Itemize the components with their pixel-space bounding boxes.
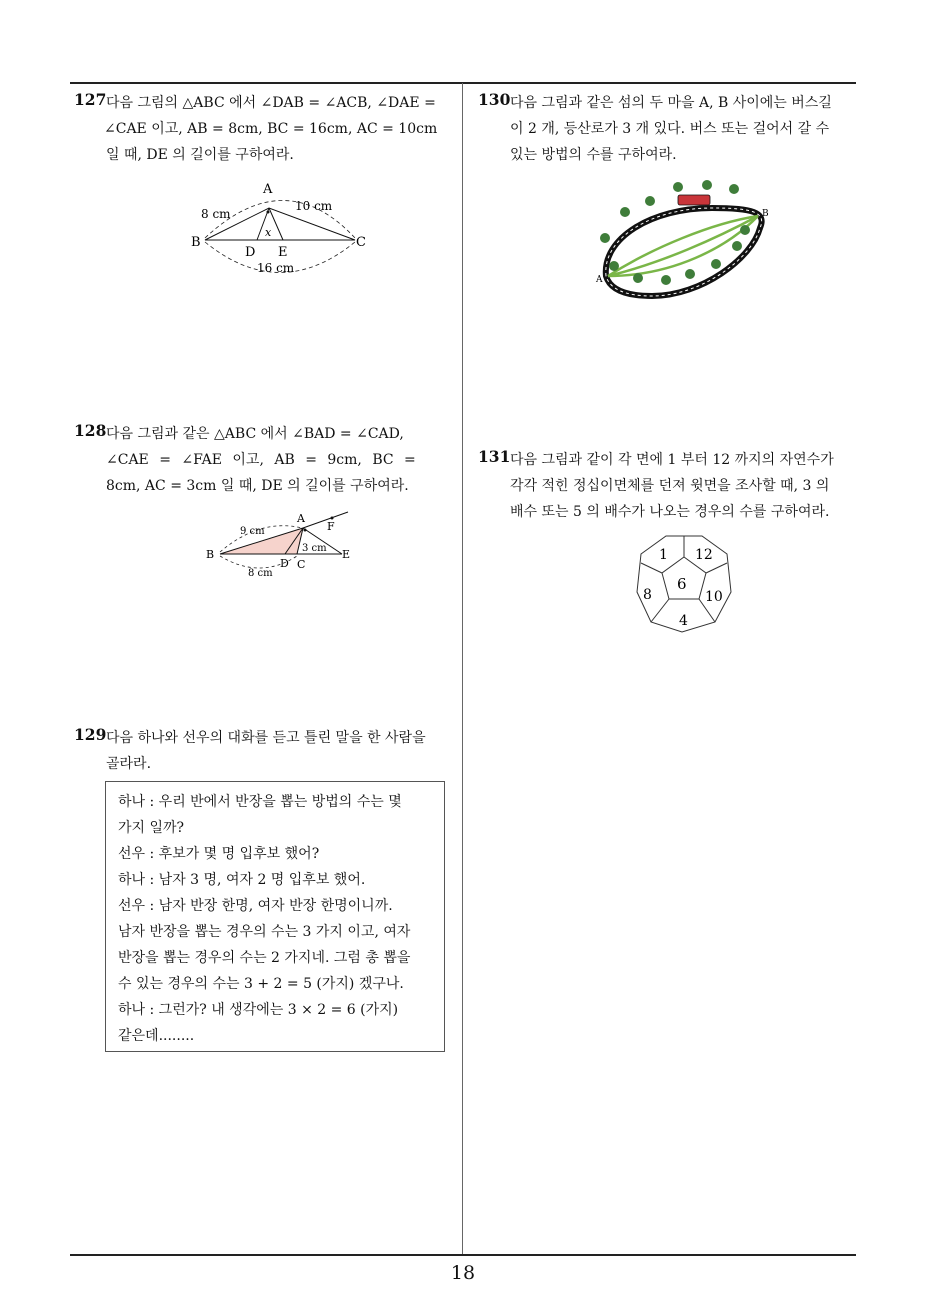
column-divider [462, 83, 463, 1255]
dialogue-line: 반장을 뽑는 경우의 수는 2 가지네. 그럼 총 뽑을 [118, 950, 411, 966]
label-E: E [342, 548, 351, 561]
page-number: 18 [450, 1262, 476, 1284]
label-A: A [263, 182, 273, 197]
label-x: x [265, 226, 272, 239]
problem-number: 131 [478, 447, 511, 466]
label-F: F [327, 520, 335, 533]
bottom-rule [70, 1254, 856, 1256]
problem-text-line: ∠CAE = ∠FAE 이고, AB = 9cm, BC = [106, 452, 416, 468]
face-top-left: 1 [659, 547, 668, 563]
problem-text-line: 있는 방법의 수를 구하여라. [510, 147, 677, 163]
label-D: D [245, 245, 256, 260]
problem-text-line: 다음 그림의 △ABC 에서 ∠DAB = ∠ACB, ∠DAE = [106, 95, 436, 111]
dialogue-line: 하나 : 남자 3 명, 여자 2 명 입후보 했어. [118, 872, 366, 888]
figure-130-island-map [592, 178, 778, 302]
problem-number: 129 [74, 725, 107, 744]
label-bc: 8 cm [248, 568, 273, 579]
label-C: C [356, 235, 366, 250]
label-D: D [280, 557, 289, 570]
label-ab: 9 cm [240, 526, 265, 537]
problem-text-line: 다음 하나와 선우의 대화를 듣고 틀린 말을 한 사람을 [106, 730, 426, 746]
problem-number: 128 [74, 421, 107, 440]
problem-text-line: 8cm, AC = 3cm 일 때, DE 의 길이를 구하여라. [106, 478, 409, 494]
dialogue-box [105, 781, 445, 1052]
label-ac: 3 cm [302, 543, 327, 554]
figure-127-triangle [185, 178, 385, 280]
label-B: B [762, 209, 769, 219]
label-ac: 10 cm [295, 199, 333, 213]
problem-number: 130 [478, 90, 511, 109]
figure-128-triangle [200, 508, 370, 580]
problem-text-line: 다음 그림과 같이 각 면에 1 부터 12 까지의 자연수가 [510, 452, 834, 468]
face-right: 10 [705, 589, 723, 605]
problem-text-line: 이 2 개, 등산로가 3 개 있다. 버스 또는 걸어서 갈 수 [510, 121, 830, 137]
dialogue-line: 가지 일까? [118, 820, 185, 836]
label-B: B [191, 235, 201, 250]
face-bottom: 4 [679, 613, 688, 629]
problem-text-line: 각각 적힌 정십이면체를 던져 윗면을 조사할 때, 3 의 [510, 478, 830, 494]
dialogue-line: 하나 : 그런가? 내 생각에는 3 × 2 = 6 (가지) [118, 1002, 399, 1018]
dialogue-line: 선우 : 후보가 몇 명 입후보 했어? [118, 846, 320, 862]
figure-131-dodecahedron [633, 533, 735, 635]
problem-text-line: ∠CAE 이고, AB = 8cm, BC = 16cm, AC = 10cm [104, 121, 438, 137]
face-center: 6 [677, 575, 687, 593]
problem-text-line: 일 때, DE 의 길이를 구하여라. [106, 147, 294, 163]
face-top-right: 12 [695, 547, 713, 563]
dialogue-line: 같은데........ [118, 1028, 195, 1044]
face-left: 8 [643, 587, 652, 603]
label-C: C [297, 558, 306, 571]
problem-text-line: 다음 그림과 같은 섬의 두 마을 A, B 사이에는 버스길 [510, 95, 832, 111]
label-bc: 16 cm [257, 261, 295, 275]
label-A: A [596, 275, 603, 285]
problem-text-line: 배수 또는 5 의 배수가 나오는 경우의 수를 구하여라. [510, 504, 830, 520]
label-E: E [278, 245, 288, 260]
problem-number: 127 [74, 90, 107, 109]
problem-text-line: 골라라. [106, 756, 152, 772]
top-rule [70, 82, 856, 84]
dialogue-line: 하나 : 우리 반에서 반장을 뽑는 방법의 수는 몇 [118, 794, 402, 810]
label-A: A [297, 512, 305, 525]
problem-text-line: 다음 그림과 같은 △ABC 에서 ∠BAD = ∠CAD, [106, 426, 404, 442]
label-B: B [206, 548, 215, 561]
dialogue-line: 선우 : 남자 반장 한명, 여자 반장 한명이니까. [118, 898, 393, 914]
label-ab: 8 cm [201, 207, 231, 221]
dialogue-line: 수 있는 경우의 수는 3 + 2 = 5 (가지) 겠구나. [118, 976, 404, 992]
dialogue-line: 남자 반장을 뽑는 경우의 수는 3 가지 이고, 여자 [118, 924, 411, 940]
